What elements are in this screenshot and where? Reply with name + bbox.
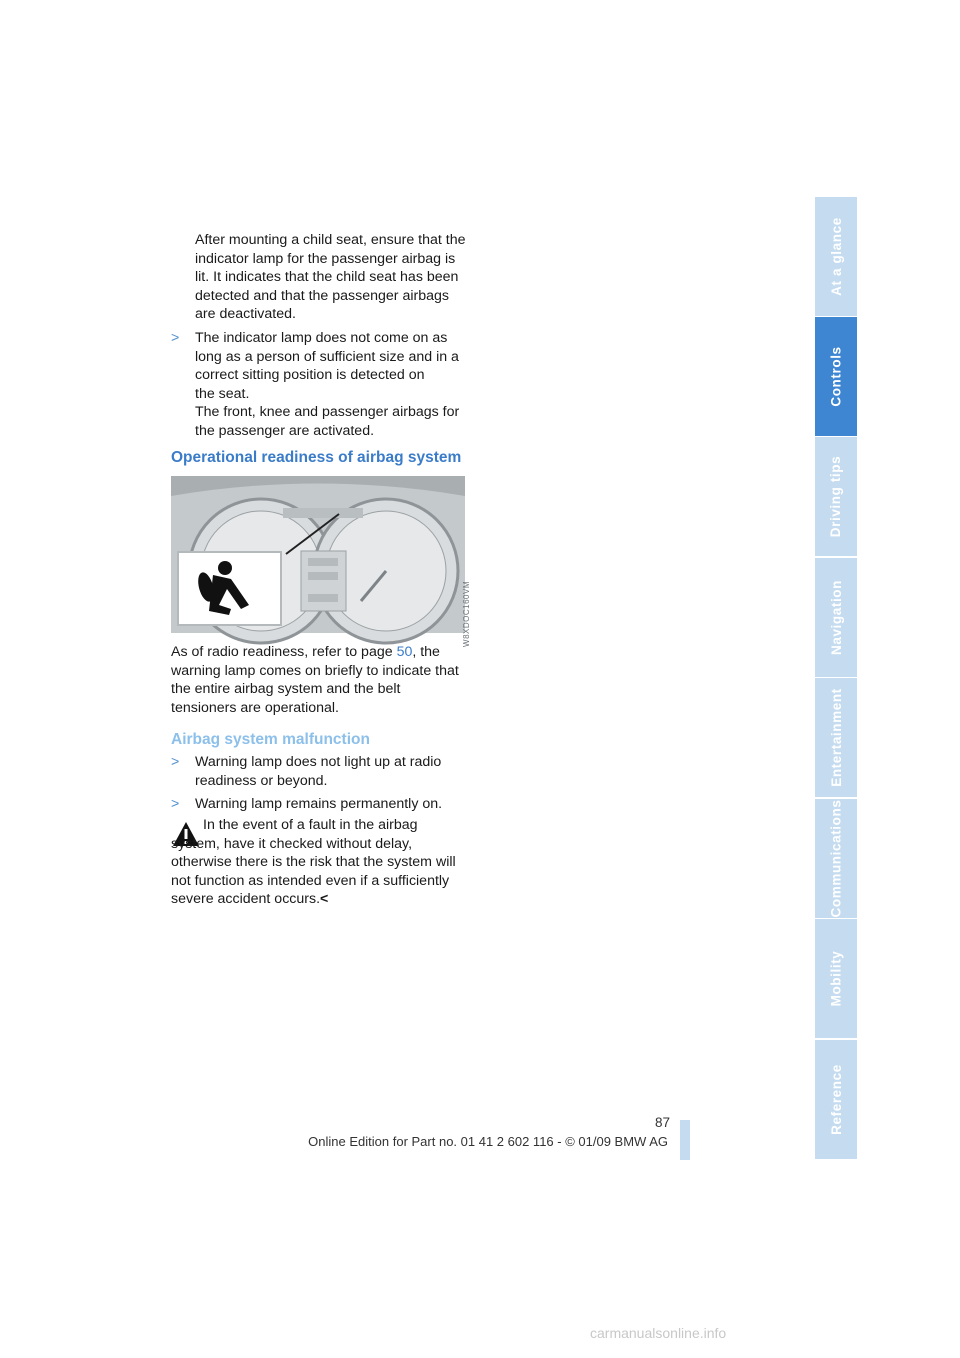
tab-reference[interactable] bbox=[815, 1040, 857, 1159]
page-number: 87 bbox=[654, 1115, 670, 1130]
list-item bbox=[171, 753, 467, 790]
footer-text: Online Edition for Part no. 01 41 2 602 116 - © 01/09 BMW AG bbox=[308, 1134, 668, 1149]
page-link[interactable]: 50 bbox=[396, 644, 413, 660]
end-mark: < bbox=[320, 891, 329, 908]
section-heading: Airbag system malfunction bbox=[171, 731, 370, 748]
tab-label: Mobility bbox=[828, 950, 844, 1007]
section1-paragraph bbox=[171, 643, 467, 717]
bullet-mark: > bbox=[171, 754, 180, 770]
tab-label: Controls bbox=[828, 346, 844, 407]
bullet-mark: > bbox=[171, 329, 180, 346]
para-text: , the warning lamp comes on briefly to indicate that the entire airbag system and the belt tensioners are operational. bbox=[171, 644, 459, 716]
tab-mobility[interactable] bbox=[815, 919, 857, 1038]
list-item bbox=[171, 329, 467, 441]
section-heading: Operational readiness of airbag system bbox=[171, 449, 462, 466]
bullet-text: Warning lamp remains permanently on. bbox=[195, 796, 443, 813]
tab-entertainment[interactable] bbox=[815, 678, 857, 797]
footer-bar bbox=[680, 1120, 690, 1160]
airbag-icon bbox=[179, 553, 280, 624]
tab-label: Reference bbox=[828, 1064, 844, 1135]
intro-paragraph: After mounting a child seat, ensure that the indicator lamp for the passenger airbag is lit. It indicates that the child seat has been detected and that the passenger airbags are deactivated. bbox=[195, 232, 466, 323]
image-code: W8XDOC160VM bbox=[462, 581, 471, 647]
tab-navigation[interactable] bbox=[815, 558, 857, 677]
tab-label: Navigation bbox=[828, 579, 844, 656]
warning-text: In the event of a fault in the airbag system, have it checked without delay, otherwise there is the risk that the system will not function as intended even if a sufficiently severe accident occurs. bbox=[171, 817, 456, 908]
malfunction-list bbox=[171, 753, 467, 814]
bullet-text: The indicator lamp does not come on as long as a person of sufficient size and in a correct sitting position is detected on bbox=[195, 329, 459, 384]
bullet-text: The front, knee and passenger airbags for the passenger are activated. bbox=[195, 404, 460, 439]
bullet-text: Warning lamp does not light up at radio readiness or beyond. bbox=[195, 754, 442, 789]
tab-label: At a glance bbox=[828, 217, 844, 296]
bullet-mark: > bbox=[171, 796, 180, 813]
tab-driving-tips[interactable] bbox=[815, 437, 857, 556]
intro-block bbox=[171, 231, 467, 441]
tab-label: Entertainment bbox=[828, 688, 844, 787]
bullet-text: the seat. bbox=[195, 385, 250, 402]
tab-communications[interactable] bbox=[815, 799, 857, 918]
instrument-cluster-image bbox=[171, 476, 471, 647]
watermark: carmanualsonline.info bbox=[590, 1325, 727, 1341]
tab-label: Communications bbox=[828, 799, 844, 918]
tab-at-a-glance[interactable] bbox=[815, 197, 857, 316]
warning-paragraph bbox=[171, 816, 467, 909]
para-text: As of radio readiness, refer to page bbox=[171, 644, 397, 660]
tab-label: Driving tips bbox=[828, 455, 844, 538]
list-item bbox=[171, 795, 467, 814]
tab-controls[interactable] bbox=[815, 317, 857, 436]
airbag-warning-symbol bbox=[177, 551, 282, 626]
chapter-tabs bbox=[815, 197, 857, 1160]
